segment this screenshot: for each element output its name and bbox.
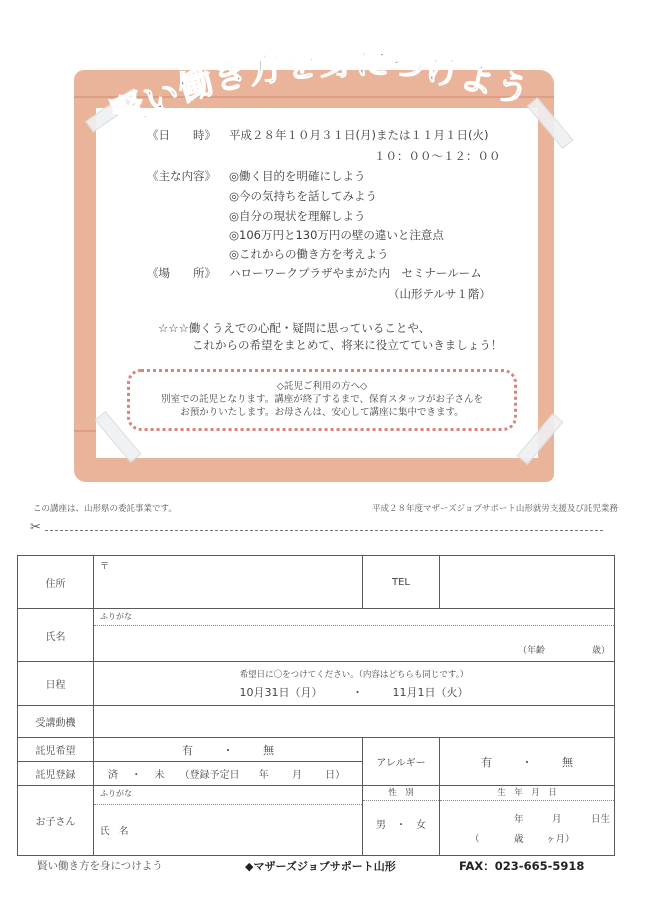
content-item: ◎働く目的を明確にしよう [229,169,366,183]
child-name-area[interactable] [94,804,362,855]
place-sub: （山形テルサ１階） [388,287,491,301]
row-motive [18,706,615,738]
content-label: 《主な内容》 [147,169,216,183]
age-months: ヶ月） [546,834,575,845]
motive-label: 受講動機 [18,706,94,738]
childcare-title: ◇託児ご利用の方へ◇ [276,381,368,392]
reg-done[interactable]: 済 [108,770,118,781]
gender-field[interactable] [363,786,440,856]
gender-choice[interactable]: 男 ・ 女 [363,800,439,851]
place-label: 《場 所》 [147,266,216,280]
svg-text:賢い働き方を身につけよう [105,43,535,136]
cut-line [45,530,603,531]
time-value: １０：００～１２：００ [374,149,501,163]
childcare-line-1: 別室での託児となります。講座が終了するまで、保育スタッフがお子さんを [160,394,484,405]
childcare-wish-label: 託児希望 [18,738,94,762]
child-label: お子さん [18,786,94,856]
schedule-value: 平成２８年１０月３１日(月)または１１月１日(火) [229,128,489,142]
program-note: 平成２８年度マザーズジョブサポート山形就労支援及び託児業務 [372,504,618,514]
childcare-wish-no[interactable]: 無 [263,743,274,757]
name-field[interactable] [94,609,615,662]
postal-mark: 〒 [100,562,110,572]
childcare-wish-choice[interactable] [94,738,363,762]
reg-year: 年 [258,770,269,781]
row-address [18,556,615,609]
row-name [18,609,615,662]
allergy-yes[interactable]: 有 [481,755,492,769]
motive-field[interactable] [94,706,615,738]
child-name-field[interactable] [94,786,363,856]
allergy-choice[interactable] [440,738,615,786]
date-option-2[interactable]: 11月1日（火） [392,685,469,699]
content-item: ◎106万円と130万円の壁の違いと注意点 [229,228,444,242]
childcare-reg-choice[interactable] [94,762,363,786]
age-years: 歳 [514,834,524,845]
message-line-2: これからの希望をまとめて、将来に役立てていきましょう！ [192,338,503,352]
age-open: （年齢 [518,646,546,656]
reg-month: 月 [291,770,302,781]
content-item: ◎自分の現状を理解しよう [229,209,366,223]
footer-title: 賢い働き方を身につけよう [37,860,163,872]
birth-year: 年 [514,814,524,825]
message-line-1: ☆☆☆働くうえでの心配・疑問に思っていることや、 [158,321,431,335]
allergy-label: アレルギー [363,738,440,786]
reg-planned-label: （登録予定日 [179,770,240,781]
childcare-notice [127,369,517,431]
separator-dot: ・ [131,770,142,781]
schedule-choice[interactable] [94,662,615,706]
tel-field[interactable] [440,556,615,609]
schedule-instruction: 希望日に〇をつけてください。（内容はどちらも同じです。） [239,669,469,680]
place-value: ハローワークプラザやまがた内 セミナールーム [229,266,482,280]
birthdate-field[interactable] [440,786,615,856]
row-schedule [18,662,615,706]
child-furigana-label: ふりがな [100,789,132,798]
birthdate-input[interactable] [440,800,614,851]
allergy-no[interactable]: 無 [562,755,573,769]
address-label: 住所 [18,556,94,609]
birth-month: 月 [552,814,562,825]
application-form [17,555,615,856]
childcare-line-2: お預かりいたします。お母さんは、安心して講座に集中できます。 [180,407,464,418]
commission-note: この講座は、山形県の委託事業です。 [33,504,177,514]
reg-notyet[interactable]: 未 [154,770,165,781]
childcare-wish-yes[interactable]: 有 [182,743,193,757]
age-close: 歳） [592,646,611,656]
age-paren-open: （ [470,834,480,845]
address-field[interactable] [94,556,363,609]
scissors-icon: ✂ [30,520,41,535]
row-childcare-wish [18,738,615,762]
separator-dot: ・ [222,743,234,757]
name-input-area[interactable] [94,625,614,658]
footer-org: ◆マザーズジョブサポート山形 [245,860,396,873]
content-item: ◎これからの働き方を考えよう [229,247,389,261]
footer-fax: FAX：023-665-5918 [459,859,585,873]
separator-dot: ・ [521,755,533,769]
name-label: 氏名 [18,609,94,662]
tel-label: TEL [363,556,440,609]
birthdate-label: 生 年 月 日 [497,788,557,798]
schedule-form-label: 日程 [18,662,94,706]
child-name-label: 氏 名 [100,826,129,837]
childcare-reg-label: 託児登録 [18,762,94,786]
date-option-1[interactable]: 10月31日（月） [239,685,323,699]
name-furigana-label: ふりがな [100,612,132,621]
gender-label: 性 別 [388,788,414,798]
row-child [18,786,615,856]
content-item: ◎今の気持ちを話してみよう [229,189,378,203]
reg-day: 日） [325,770,346,781]
schedule-label: 《日 時》 [147,128,216,142]
title-text: 賢い働き方を身につけよう [105,42,535,136]
date-separator: ・ [352,685,363,699]
birth-day: 日生 [591,814,611,825]
